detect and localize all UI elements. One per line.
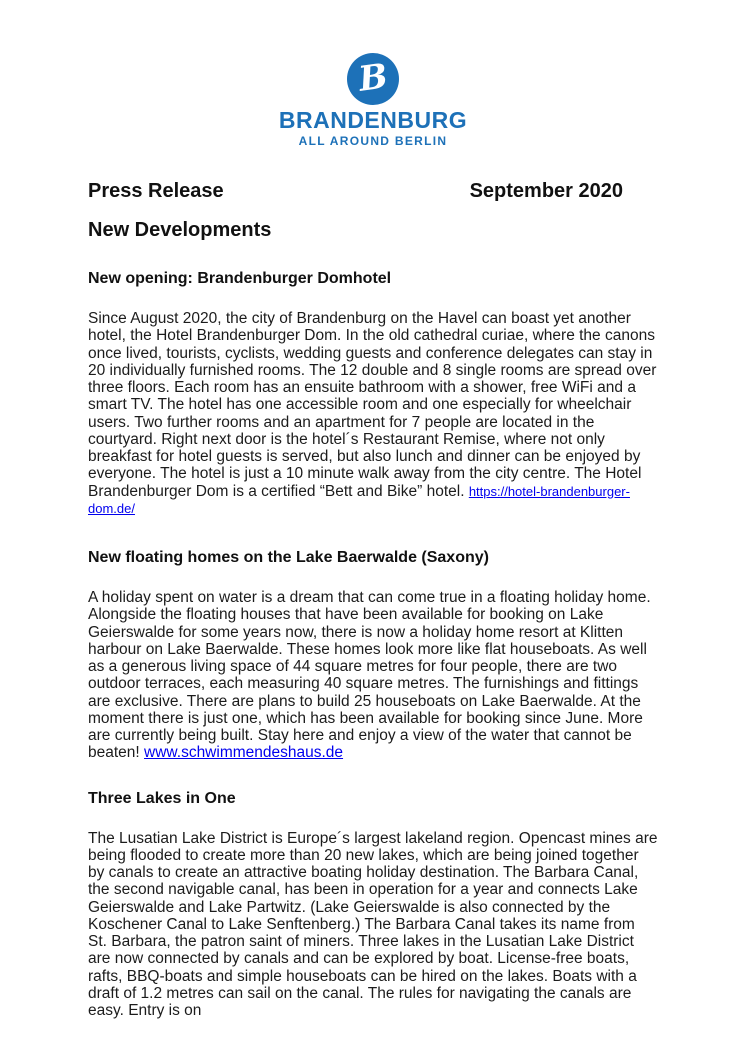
document-subtitle: New Developments [88, 219, 272, 241]
header-row [88, 179, 658, 203]
brand-name: BRANDENBURG [278, 107, 468, 133]
section-body [88, 589, 658, 762]
press-release-date: September 2020 [469, 180, 623, 202]
document-content [88, 0, 658, 1019]
section-heading: Three Lakes in One [88, 789, 236, 807]
section-body [88, 310, 658, 517]
section-three-lakes [88, 790, 658, 1020]
section-body [88, 830, 658, 1020]
section-body-text: Since August 2020, the city of Brandenburg on the Havel can boast yet another hotel, the Hotel Brandenburger Dom. In the old cathedral curiae, where the canons once lived, tourists, cyclists, wedding guests and conference delegates can stay in 20 individually furnished rooms. The 12 double and 8 single rooms are spread over three floors. Each room has an ensuite bathroom with a shower, free WiFi and a smart TV. The hotel has one accessible room and one especially for wheelchair users. Two further rooms and an apartment for 7 people are located in the courtyard. Right next door is the hotel´s Restaurant Remise, where not only breakfast for hotel guests is served, but also lunch and dinner can be enjoyed by everyone. The hotel is just a 10 minute walk away from the city centre. The Hotel Brandenburger Dom is a certified “Bett and Bike” hotel. [88, 310, 657, 500]
section-heading: New opening: Brandenburger Domhotel [88, 270, 392, 287]
section-body-text: A holiday spent on water is a dream that can come true in a floating holiday home. Alongside the floating houses that have been available for booking on Lake Geierswalde for some years now, there is now a holiday home resort at Klitten harbour on Lake Baerwalde. These homes look more like flat houseboats. As well as a generous living space of 44 square metres for four people, there are two outdoor terraces, each measuring 40 square metres. The furnishings and fittings are exclusive. There are plans to build 25 houseboats on Lake Baerwalde. At the moment there is just one, which has been available for booking since June. More are currently being built. Stay here and enjoy a view of the water that cannot be beaten! [88, 589, 651, 762]
schwimmendeshaus-link[interactable]: www.schwimmendeshaus.de [144, 744, 344, 762]
section-brandenburger-domhotel [88, 270, 658, 517]
brandenburg-logo-icon [347, 53, 399, 105]
section-floating-homes [88, 549, 658, 762]
brand-tagline: ALL AROUND BERLIN [298, 134, 448, 148]
press-release-title: Press Release [88, 180, 224, 202]
section-body-text: The Lusatian Lake District is Europe´s largest lakeland region. Opencast mines are being flooded to create more than 20 new lakes, which are being joined together by canals to create an attractive boating holiday destination. The Barbara Canal, the second navigable canal, has been in operation for a year and connects Lake Geierswalde and Lake Partwitz. (Lake Geierswalde is also connected by the Koschener Canal to Lake Senftenberg.) The Barbara Canal takes its name from St. Barbara, the patron saint of miners. Three lakes in the Lusatian Lake District are now connected by canals and can be explored by boat. License-free boats, rafts, BBQ-boats and simple houseboats can be hired on the lakes. Boats with a draft of 1.2 metres can sail on the canal. The rules for navigating the canals are easy. Entry is on [88, 829, 658, 1019]
brandenburg-logo [88, 53, 658, 148]
section-heading: New floating homes on the Lake Baerwalde (Saxony) [88, 549, 489, 566]
hotel-brandenburger-dom-link[interactable]: https://hotel-brandenburger-dom.de/ [88, 483, 630, 516]
logo-monogram-b-icon: B [355, 56, 390, 100]
